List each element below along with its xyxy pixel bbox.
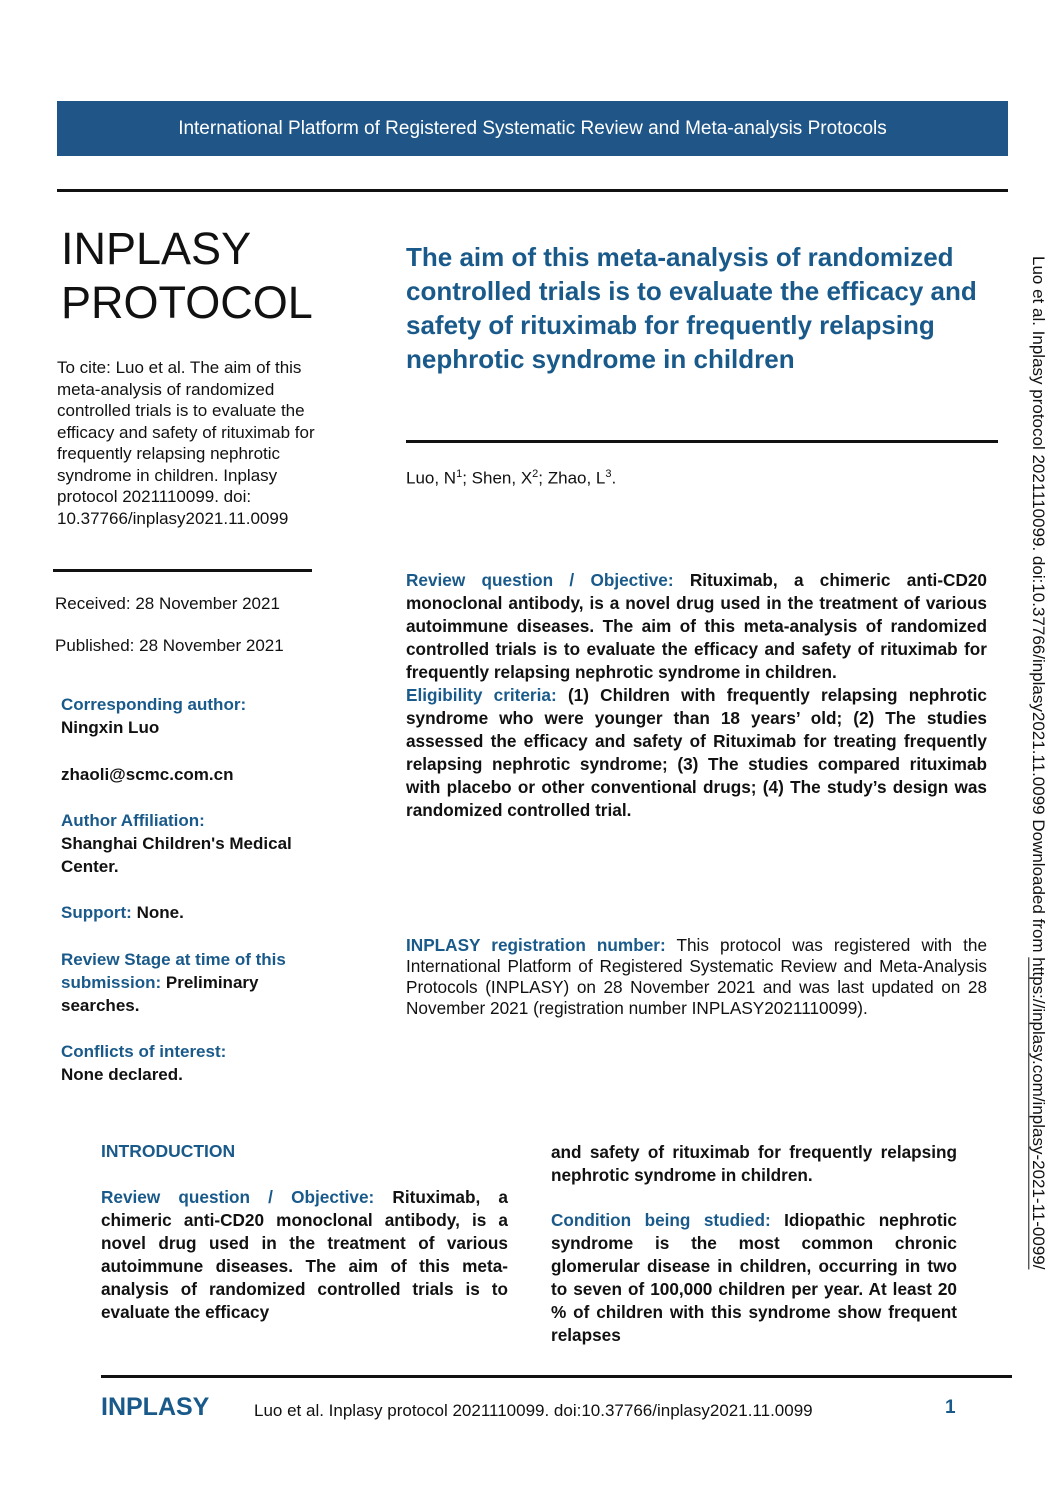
support-value: None.	[136, 903, 184, 922]
condition-paragraph	[551, 1209, 957, 1347]
registration-label: INPLASY registration number:	[406, 935, 666, 955]
citation-note: To cite: Luo et al. The aim of this meta-analysis of randomized controlled trials is to evaluate the efficacy and safety of rituximab for frequently relapsing nephrotic syndrome in children. Inplasy protocol 2021110099. doi: 10.37766/inplasy2021.11.0099	[57, 358, 315, 528]
conflicts-label: Conflicts of interest:	[61, 1042, 227, 1061]
author-3-affil: 3	[605, 468, 612, 480]
received-date: Received: 28 November 2021	[55, 594, 280, 613]
author-email[interactable]: zhaoli@scmc.com.cn	[61, 765, 234, 784]
introduction-heading: INTRODUCTION	[101, 1141, 236, 1161]
author-2-affil: 2	[532, 468, 539, 480]
banner-text: International Platform of Registered Systematic Review and Meta-analysis Protocols	[178, 117, 887, 139]
author-2: ; Shen, X	[462, 468, 533, 488]
footer-rule	[101, 1375, 1012, 1378]
registration-paragraph	[406, 935, 987, 1019]
objective-paragraph	[406, 569, 987, 684]
affiliation-value: Shanghai Children's Medical Center.	[61, 834, 292, 876]
intro-objective-label: Review question / Objective:	[101, 1187, 375, 1207]
author-1: Luo, N	[406, 468, 457, 488]
header-banner	[57, 101, 1008, 156]
intro-objective-text: Rituximab, a chimeric anti-CD20 monoclonal antibody, is a novel drug used in the treatment of various autoimmune diseases. The aim of this meta-analysis of randomized controlled trials is to evaluate the efficacy	[101, 1187, 508, 1322]
protocol-heading-line2: PROTOCOL	[61, 277, 313, 328]
protocol-heading	[61, 222, 313, 330]
download-link[interactable]: https://inplasy.com/inplasy-2021-11-0099/	[1029, 957, 1048, 1270]
review-stage	[61, 948, 341, 1017]
title-rule	[406, 440, 998, 443]
review-stage-label-line1: Review Stage at time of this	[61, 950, 286, 969]
author-1-affil: 1	[456, 468, 463, 480]
review-stage-label-line2: submission:	[61, 973, 162, 992]
eligibility-text: (1) Children with frequently relapsing nephrotic syndrome who were younger than 18 years’ old; (2) The studies assessed the efficacy and safety of Rituximab for treating frequently relapsing nephrotic syndrome; (3) The studies compared rituximab with placebo or other conventional drugs; (4) The study’s design was randomized controlled trial.	[406, 685, 987, 820]
author-list	[406, 468, 616, 489]
objective-text: Rituximab, a chimeric anti-CD20 monoclonal antibody, is a novel drug used in the treatment of various autoimmune diseases. The aim of this meta-analysis of randomized controlled trials is to evaluate the efficacy and safety of rituximab for frequently relapsing nephrotic syndrome in children.	[406, 570, 987, 682]
footer-logo: INPLASY	[101, 1393, 210, 1421]
support-line	[61, 901, 351, 924]
intro-right-column	[551, 1141, 957, 1347]
affiliation-label: Author Affiliation:	[61, 811, 205, 830]
footer-citation: Luo et al. Inplasy protocol 2021110099. doi:10.37766/inplasy2021.11.0099	[254, 1401, 813, 1420]
published-date: Published: 28 November 2021	[55, 636, 284, 655]
eligibility-label: Eligibility criteria:	[406, 685, 557, 705]
page-number: 1	[945, 1397, 956, 1418]
registration-text: This protocol was registered with the International Platform of Registered Systematic Review and Meta-Analysis Protocols (INPLASY) on 28 November 2021 and was last updated on 28 November 2021 (registration number INPLASY2021110099).	[406, 935, 988, 1018]
article-title: The aim of this meta-analysis of randomized controlled trials is to evaluate the efficacy and safety of rituximab for frequently relapsing nephrotic syndrome in children	[406, 242, 977, 374]
condition-text: Idiopathic nephrotic syndrome is the most common chronic glomerular disease in children, occurring in two to seven of 100,000 children per year. At least 20 % of children with this syndrome show frequent relapses	[551, 1210, 957, 1345]
intro-objective-continued: and safety of rituximab for frequently relapsing nephrotic syndrome in children.	[551, 1142, 957, 1185]
top-rule	[57, 189, 1008, 192]
author-3: ; Zhao, L	[538, 468, 606, 488]
vertical-download-note	[1026, 256, 1050, 1356]
left-rule	[53, 569, 312, 572]
author-list-end: .	[611, 468, 617, 488]
review-stage-value: Preliminary searches.	[61, 973, 259, 1015]
corresponding-author-name: Ningxin Luo	[61, 718, 160, 737]
conflicts-value: None declared.	[61, 1065, 183, 1084]
intro-left-column	[101, 1186, 508, 1324]
eligibility-paragraph	[406, 684, 987, 822]
condition-label: Condition being studied:	[551, 1210, 771, 1230]
protocol-heading-line1: INPLASY	[61, 223, 252, 274]
corresponding-author-label: Corresponding author:	[61, 695, 247, 714]
vertical-citation: Luo et al. Inplasy protocol 2021110099. doi:10.37766/inplasy2021.11.0099 Downloaded from	[1029, 256, 1048, 958]
support-label: Support:	[61, 903, 132, 922]
abstract-block	[406, 569, 987, 822]
objective-label: Review question / Objective:	[406, 570, 674, 590]
